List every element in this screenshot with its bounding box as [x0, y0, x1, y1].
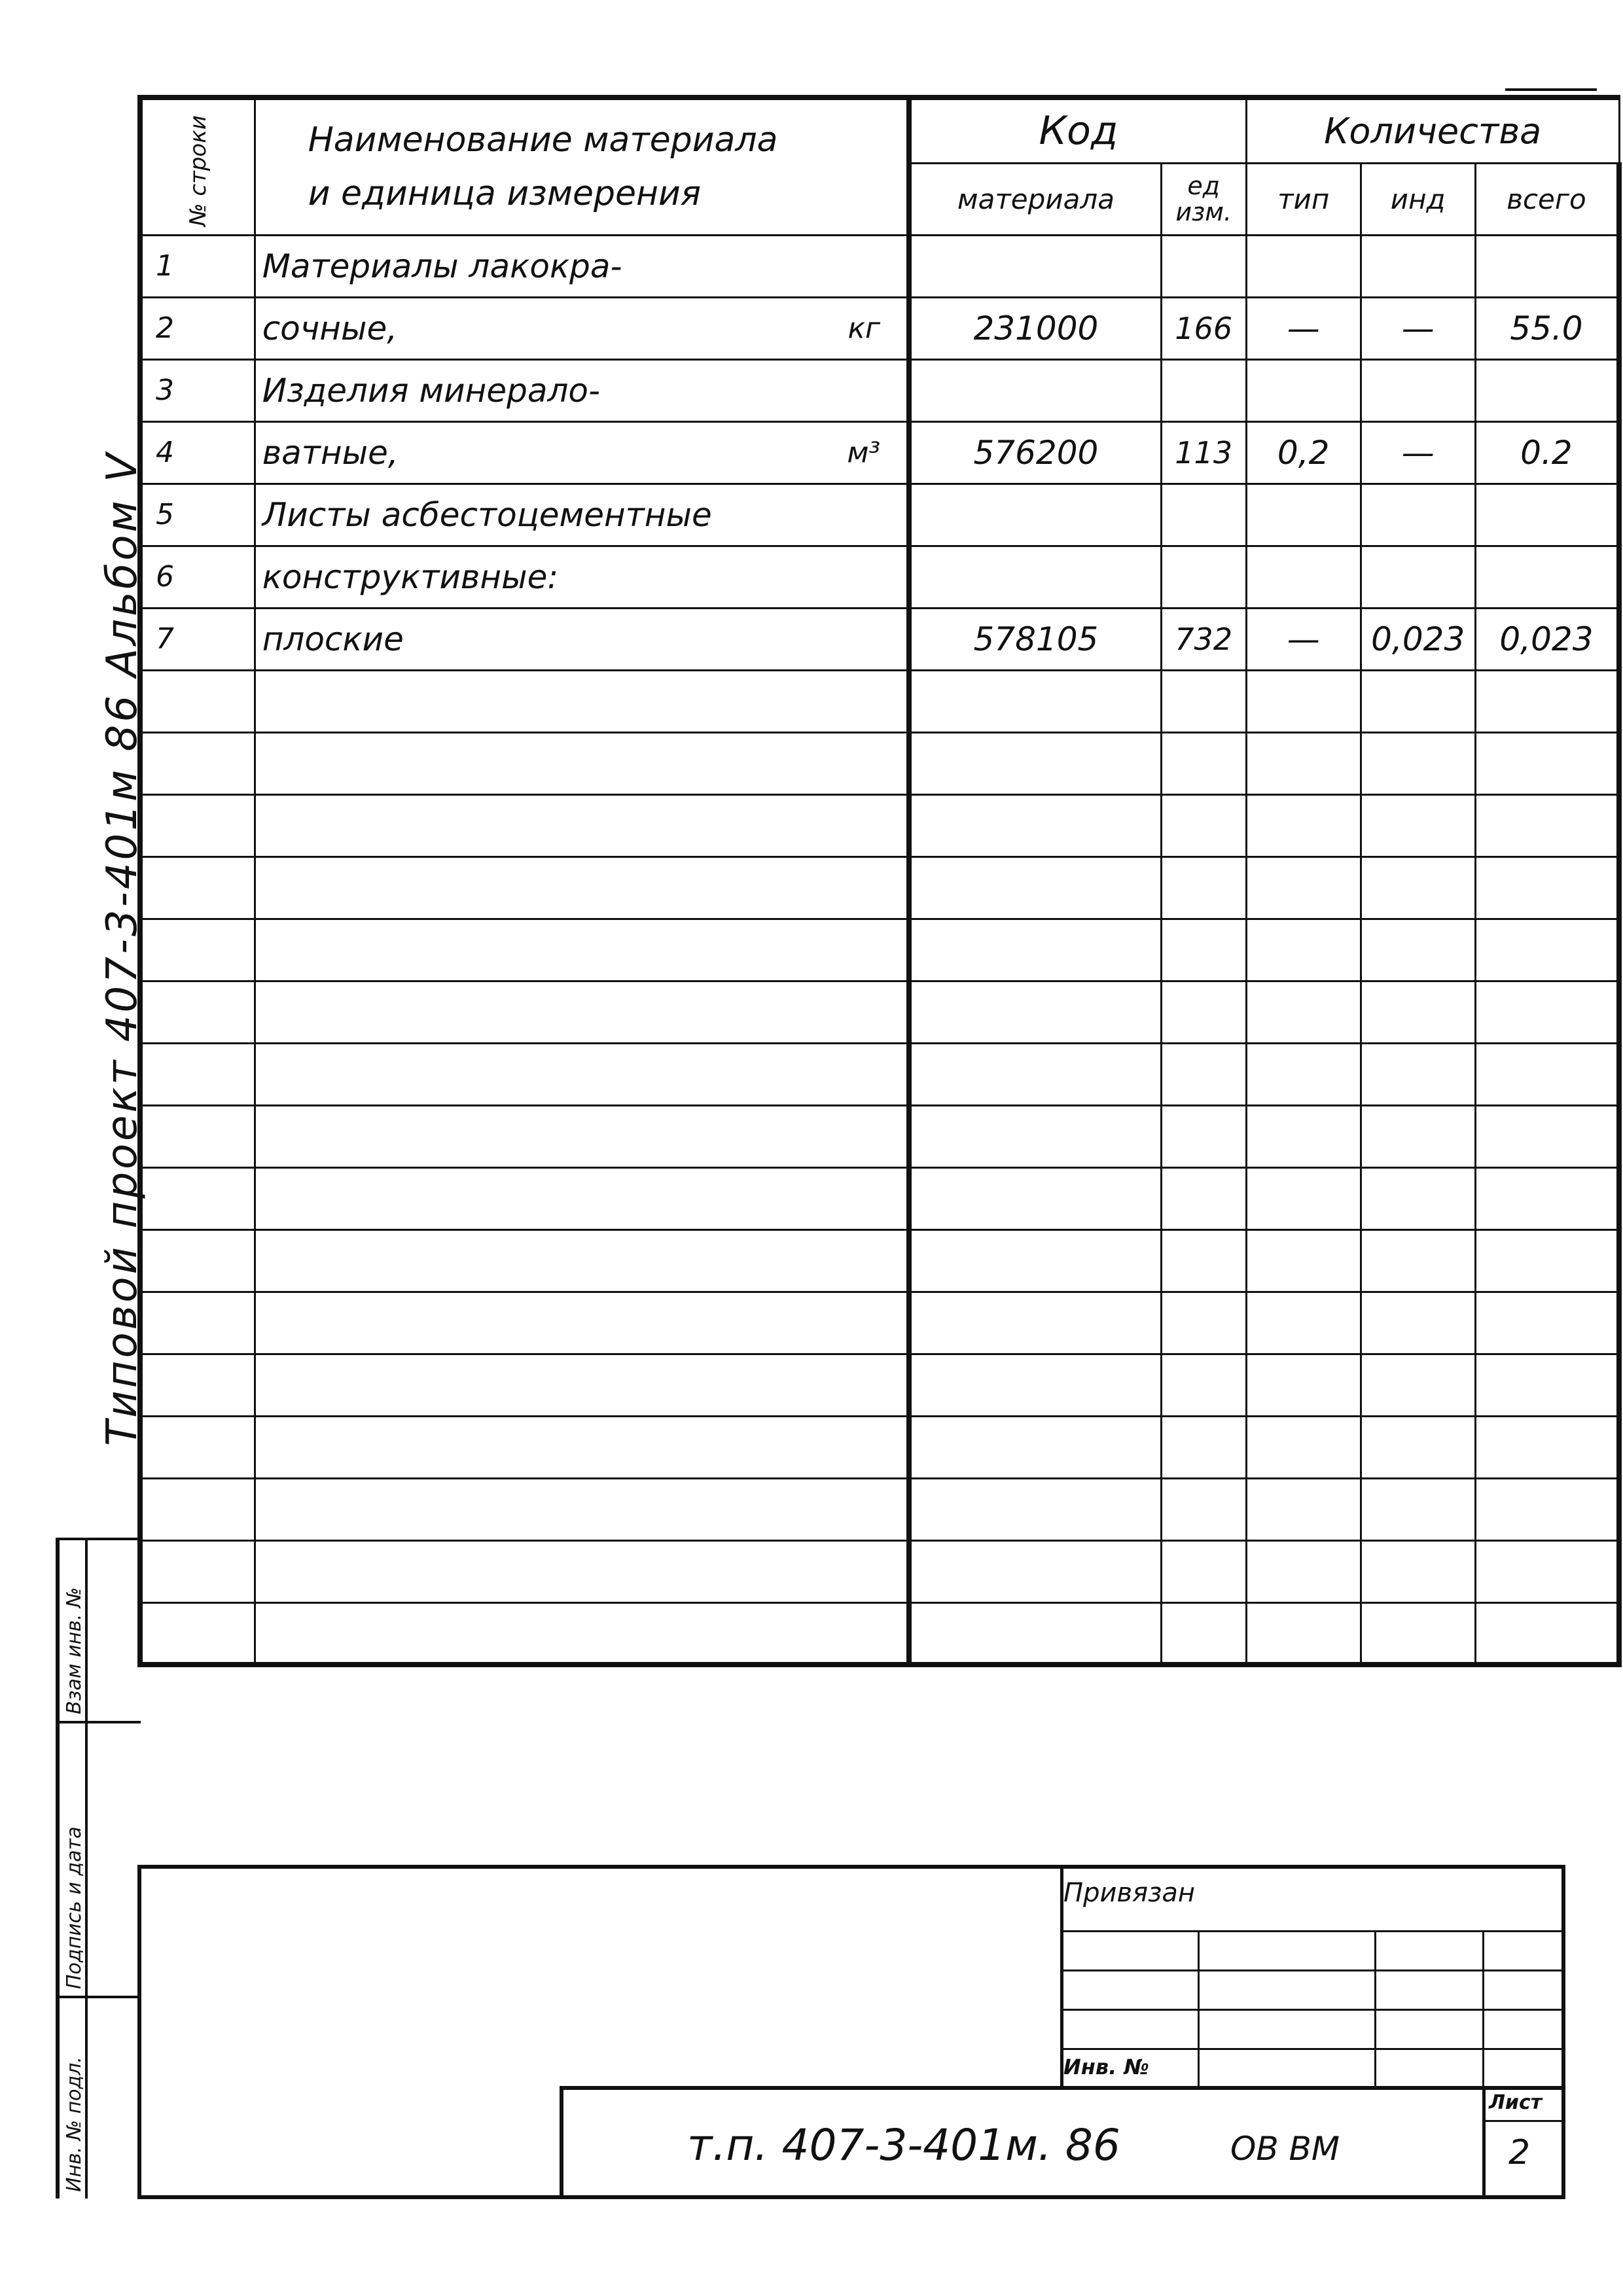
row-qty-type: —	[1246, 297, 1361, 359]
privyazan-row-1	[1060, 1930, 1564, 1932]
empty-cell	[909, 732, 1161, 794]
empty-cell	[1161, 1540, 1246, 1602]
empty-cell	[1361, 1229, 1475, 1292]
empty-cell	[1361, 794, 1475, 857]
empty-cell	[909, 1229, 1161, 1292]
empty-cell	[140, 857, 255, 919]
row-unit-code: 113	[1161, 421, 1246, 484]
table-row	[140, 235, 1619, 297]
row-name	[255, 359, 909, 421]
privyazan-row-4	[1060, 2048, 1564, 2050]
empty-cell	[255, 1105, 909, 1167]
empty-cell	[1475, 794, 1619, 857]
empty-cell	[1246, 732, 1361, 794]
empty-cell	[1475, 1229, 1619, 1292]
empty-row	[140, 1229, 1619, 1292]
empty-cell	[1475, 1354, 1619, 1416]
empty-row	[140, 1292, 1619, 1354]
empty-cell	[255, 1043, 909, 1105]
row-qty-ind	[1361, 546, 1475, 608]
empty-cell	[140, 1167, 255, 1229]
doc-code-box-left	[560, 2086, 563, 2197]
empty-row	[140, 1105, 1619, 1167]
row-qty-ind	[1361, 235, 1475, 297]
empty-cell	[255, 1292, 909, 1354]
doc-code-box-top	[560, 2086, 1564, 2090]
row-unit: м³	[847, 436, 881, 469]
stamp-label-signature-date: Подпись и дата	[63, 1826, 86, 1989]
row-material-code: 576200	[909, 421, 1161, 484]
row-number: 6	[140, 546, 255, 608]
empty-cell	[1475, 1416, 1619, 1478]
table-row	[140, 421, 1619, 484]
empty-cell	[1161, 732, 1246, 794]
empty-cell	[255, 1540, 909, 1602]
empty-cell	[1361, 1105, 1475, 1167]
corner-mark	[1505, 88, 1597, 91]
empty-cell	[1361, 1354, 1475, 1416]
empty-cell	[909, 1167, 1161, 1229]
empty-cell	[140, 1043, 255, 1105]
table-row	[140, 546, 1619, 608]
empty-cell	[140, 1105, 255, 1167]
row-qty-total	[1475, 359, 1619, 421]
empty-row	[140, 670, 1619, 732]
empty-cell	[1361, 1602, 1475, 1665]
table-row	[140, 359, 1619, 421]
empty-cell	[1246, 1602, 1361, 1665]
row-qty-ind: 0,023	[1361, 608, 1475, 670]
header-code-group: Код	[909, 97, 1246, 163]
row-qty-type	[1246, 235, 1361, 297]
row-number: 3	[140, 359, 255, 421]
empty-cell	[1246, 1292, 1361, 1354]
empty-cell	[1361, 670, 1475, 732]
header-code-unit: ед изм.	[1161, 163, 1246, 235]
row-qty-ind	[1361, 484, 1475, 546]
empty-cell	[1475, 1043, 1619, 1105]
title-block-top	[137, 1865, 1565, 1869]
row-material-code: 231000	[909, 297, 1161, 359]
doc-code: т.п. 407-3-401м. 86	[687, 2120, 1120, 2170]
empty-cell	[1246, 1167, 1361, 1229]
empty-row	[140, 794, 1619, 857]
empty-row	[140, 857, 1619, 919]
row-number: 5	[140, 484, 255, 546]
row-qty-total: 55.0	[1475, 297, 1619, 359]
empty-cell	[255, 919, 909, 981]
privyazan-col-2	[1374, 1930, 1376, 2087]
empty-cell	[909, 1354, 1161, 1416]
title-block-left	[137, 1865, 141, 2199]
empty-cell	[1246, 1416, 1361, 1478]
empty-row	[140, 1167, 1619, 1229]
empty-cell	[140, 1416, 255, 1478]
privyazan-label: Привязан	[1063, 1878, 1196, 1908]
empty-cell	[909, 1478, 1161, 1540]
row-number: 2	[140, 297, 255, 359]
empty-cell	[1475, 670, 1619, 732]
empty-cell	[1161, 1602, 1246, 1665]
empty-cell	[140, 1354, 255, 1416]
empty-cell	[1246, 857, 1361, 919]
stamp-label-inv-podl: Инв. № подл.	[63, 2057, 86, 2192]
sheet-number: 2	[1508, 2133, 1531, 2172]
empty-cell	[909, 670, 1161, 732]
row-name	[255, 421, 909, 484]
empty-cell	[140, 1540, 255, 1602]
header-qty-total: всего	[1475, 163, 1619, 235]
empty-cell	[140, 732, 255, 794]
empty-cell	[255, 1167, 909, 1229]
empty-cell	[140, 794, 255, 857]
empty-cell	[1475, 1602, 1619, 1665]
empty-row	[140, 732, 1619, 794]
empty-cell	[1161, 794, 1246, 857]
title-block-right	[1561, 1865, 1565, 2199]
row-qty-total	[1475, 546, 1619, 608]
empty-cell	[1161, 1354, 1246, 1416]
row-material-code	[909, 235, 1161, 297]
empty-row	[140, 1043, 1619, 1105]
empty-cell	[1475, 919, 1619, 981]
row-qty-type	[1246, 359, 1361, 421]
row-unit-code	[1161, 359, 1246, 421]
empty-cell	[1161, 857, 1246, 919]
empty-cell	[1361, 1043, 1475, 1105]
row-qty-ind	[1361, 359, 1475, 421]
privyazan-col-3	[1482, 1930, 1484, 2087]
empty-cell	[1161, 1478, 1246, 1540]
header-qty-group: Количества	[1246, 97, 1619, 163]
empty-cell	[140, 1602, 255, 1665]
empty-cell	[909, 1105, 1161, 1167]
empty-cell	[140, 1292, 255, 1354]
empty-cell	[1246, 1229, 1361, 1292]
row-qty-type: 0,2	[1246, 421, 1361, 484]
row-material-code	[909, 546, 1161, 608]
empty-cell	[1475, 857, 1619, 919]
empty-cell	[1161, 1229, 1246, 1292]
empty-row	[140, 1478, 1619, 1540]
empty-cell	[255, 1602, 909, 1665]
empty-cell	[909, 1416, 1161, 1478]
empty-cell	[1361, 1540, 1475, 1602]
empty-cell	[1246, 1105, 1361, 1167]
empty-cell	[1475, 1167, 1619, 1229]
header-qty-ind: инд	[1361, 163, 1475, 235]
album-vertical-title: Типовой проект 407-3-401м 86 Альбом V	[98, 451, 147, 1446]
row-number: 1	[140, 235, 255, 297]
row-unit: кг	[847, 311, 881, 345]
row-name-text: Материалы лакокра-	[262, 247, 622, 285]
row-qty-type	[1246, 484, 1361, 546]
empty-cell	[1246, 981, 1361, 1043]
empty-cell	[1246, 794, 1361, 857]
empty-cell	[909, 1540, 1161, 1602]
table-row	[140, 297, 1619, 359]
empty-cell	[909, 1602, 1161, 1665]
row-material-code: 578105	[909, 608, 1161, 670]
empty-cell	[1161, 1043, 1246, 1105]
sheet-box-divider	[1482, 2120, 1564, 2122]
empty-cell	[909, 1292, 1161, 1354]
row-qty-total: 0.2	[1475, 421, 1619, 484]
row-number: 4	[140, 421, 255, 484]
row-name-text: плоские	[262, 620, 404, 658]
privyazan-row-3	[1060, 2009, 1564, 2011]
sheet-box-left	[1482, 2086, 1486, 2197]
stamp-label-vzam-inv: Взам инв. №	[63, 1587, 86, 1714]
empty-cell	[1361, 981, 1475, 1043]
empty-row	[140, 1416, 1619, 1478]
empty-row	[140, 981, 1619, 1043]
row-name	[255, 546, 909, 608]
empty-cell	[1361, 732, 1475, 794]
row-qty-total	[1475, 484, 1619, 546]
header-code-material: материала	[909, 163, 1161, 235]
empty-cell	[255, 1229, 909, 1292]
empty-cell	[1246, 1540, 1361, 1602]
empty-cell	[1161, 1292, 1246, 1354]
empty-cell	[909, 1043, 1161, 1105]
row-name	[255, 297, 909, 359]
row-name-text: ватные,	[262, 433, 399, 472]
empty-cell	[1475, 1292, 1619, 1354]
empty-cell	[255, 1416, 909, 1478]
row-name-text: конструктивные:	[262, 557, 559, 596]
empty-cell	[255, 1478, 909, 1540]
empty-cell	[909, 857, 1161, 919]
row-name	[255, 235, 909, 297]
empty-cell	[140, 1229, 255, 1292]
row-unit-code: 732	[1161, 608, 1246, 670]
row-qty-ind: —	[1361, 297, 1475, 359]
empty-cell	[255, 1354, 909, 1416]
empty-cell	[909, 919, 1161, 981]
empty-cell	[1246, 670, 1361, 732]
empty-cell	[1361, 1167, 1475, 1229]
margin-stamp-line-1	[56, 1721, 141, 1723]
margin-stamp-top	[56, 1538, 141, 1540]
margin-stamp-line-2	[56, 1996, 141, 1998]
privyazan-col-1	[1198, 1930, 1200, 2087]
row-name-text: Изделия минерало-	[262, 371, 601, 410]
empty-cell	[1246, 1354, 1361, 1416]
row-qty-total: 0,023	[1475, 608, 1619, 670]
row-unit-code: 166	[1161, 297, 1246, 359]
empty-cell	[140, 919, 255, 981]
row-qty-total	[1475, 235, 1619, 297]
row-number: 7	[140, 608, 255, 670]
margin-stamp-left-border	[56, 1538, 60, 2199]
table-row	[140, 608, 1619, 670]
empty-cell	[1361, 919, 1475, 981]
empty-cell	[1475, 1478, 1619, 1540]
empty-cell	[1246, 1478, 1361, 1540]
empty-cell	[1361, 1292, 1475, 1354]
row-unit-code	[1161, 546, 1246, 608]
empty-cell	[1161, 981, 1246, 1043]
empty-cell	[909, 794, 1161, 857]
row-material-code	[909, 359, 1161, 421]
row-name-text: сочные,	[262, 309, 398, 347]
empty-row	[140, 1602, 1619, 1665]
header-name: Наименование материала и единица измерения	[255, 97, 909, 235]
empty-cell	[1161, 1167, 1246, 1229]
empty-row	[140, 919, 1619, 981]
empty-cell	[1361, 1478, 1475, 1540]
empty-cell	[1475, 1540, 1619, 1602]
privyazan-row-2	[1060, 1969, 1564, 1971]
materials-table	[137, 95, 1622, 1667]
row-name	[255, 484, 909, 546]
empty-cell	[1475, 981, 1619, 1043]
row-name	[255, 608, 909, 670]
row-qty-ind: —	[1361, 421, 1475, 484]
row-material-code	[909, 484, 1161, 546]
empty-cell	[1161, 670, 1246, 732]
empty-cell	[255, 857, 909, 919]
row-unit-code	[1161, 484, 1246, 546]
empty-cell	[255, 732, 909, 794]
empty-cell	[140, 1478, 255, 1540]
empty-cell	[255, 670, 909, 732]
table-row	[140, 484, 1619, 546]
empty-cell	[1246, 919, 1361, 981]
row-name-text: Листы асбестоцементные	[262, 495, 712, 534]
empty-cell	[1361, 1416, 1475, 1478]
empty-cell	[255, 794, 909, 857]
empty-cell	[140, 981, 255, 1043]
empty-cell	[1475, 732, 1619, 794]
empty-cell	[1161, 1416, 1246, 1478]
empty-cell	[909, 981, 1161, 1043]
empty-cell	[255, 981, 909, 1043]
empty-cell	[140, 670, 255, 732]
inv-no-label: Инв. №	[1063, 2055, 1149, 2079]
title-block-bottom	[137, 2195, 1565, 2199]
empty-row	[140, 1354, 1619, 1416]
row-qty-type: —	[1246, 608, 1361, 670]
empty-row	[140, 1540, 1619, 1602]
sheet-label: Лист	[1489, 2091, 1543, 2114]
empty-cell	[1161, 1105, 1246, 1167]
empty-cell	[1246, 1043, 1361, 1105]
empty-cell	[1161, 919, 1246, 981]
empty-cell	[1361, 857, 1475, 919]
header-row-number: № строки	[140, 97, 255, 235]
row-unit-code	[1161, 235, 1246, 297]
row-qty-type	[1246, 546, 1361, 608]
doc-suffix: ОВ ВМ	[1230, 2130, 1340, 2168]
header-qty-type: тип	[1246, 163, 1361, 235]
empty-cell	[1475, 1105, 1619, 1167]
